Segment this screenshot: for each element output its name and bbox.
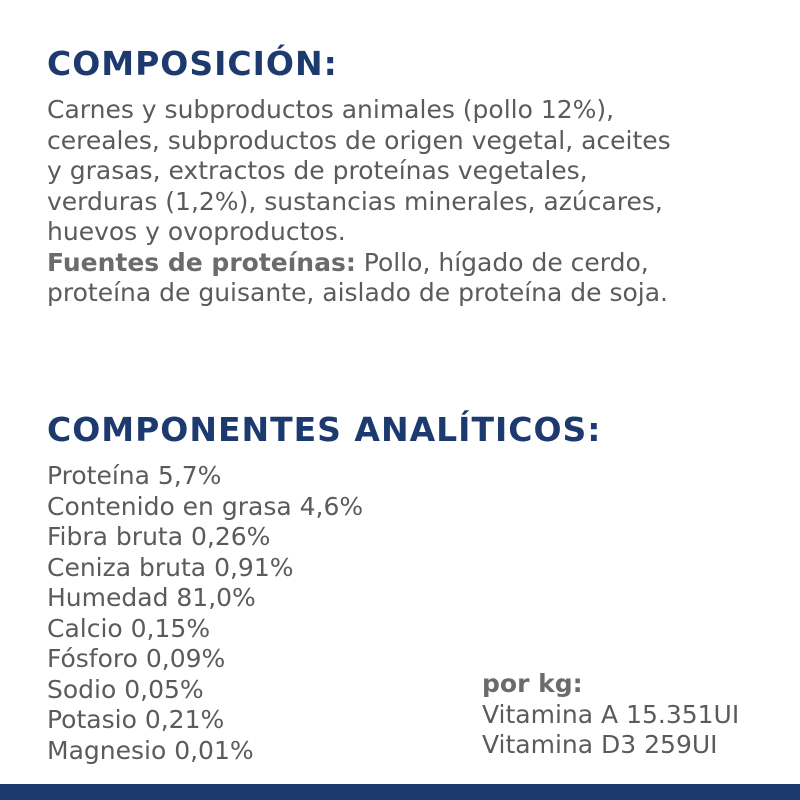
protein-sources-line bbox=[47, 248, 787, 279]
protein-sources-label: Fuentes de proteínas: bbox=[47, 247, 356, 277]
composicion-title: COMPOSICIÓN: bbox=[47, 44, 338, 83]
composicion-line: cereales, subproductos de origen vegetal, aceites bbox=[47, 125, 671, 155]
composicion-text bbox=[47, 95, 787, 309]
protein-sources-line: proteína de guisante, aislado de proteína de soja. bbox=[47, 278, 668, 307]
analytical-item-fosforo: Fósforo 0,09% bbox=[47, 644, 226, 673]
composicion-line: verduras (1,2%), sustancias minerales, azúcares, bbox=[47, 186, 663, 216]
composicion-line: y grasas, extractos de proteínas vegetales, bbox=[47, 156, 588, 185]
analytical-components-list bbox=[47, 461, 363, 766]
analytical-item-ceniza: Ceniza bruta 0,91% bbox=[47, 552, 294, 582]
per-kg-label: por kg: bbox=[482, 669, 583, 698]
analytical-item-calcio: Calcio 0,15% bbox=[47, 613, 211, 643]
per-kg-block bbox=[482, 669, 739, 761]
analytical-item-humedad: Humedad 81,0% bbox=[47, 583, 256, 612]
analytical-item-fibra: Fibra bruta 0,26% bbox=[47, 522, 271, 551]
protein-sources-text: Pollo, hígado de cerdo, bbox=[355, 247, 649, 277]
analytical-item-magnesio: Magnesio 0,01% bbox=[47, 735, 254, 765]
analytical-item-grasa: Contenido en grasa 4,6% bbox=[47, 491, 364, 521]
analytical-item-potasio: Potasio 0,21% bbox=[47, 705, 225, 734]
componentes-title: COMPONENTES ANALÍTICOS: bbox=[47, 410, 602, 449]
composicion-line: huevos y ovoproductos. bbox=[47, 217, 346, 246]
bottom-bar bbox=[0, 784, 800, 800]
vitamin-a: Vitamina A 15.351UI bbox=[482, 699, 740, 729]
composicion-line: Carnes y subproductos animales (pollo 12%), bbox=[47, 95, 615, 124]
analytical-item-proteina: Proteína 5,7% bbox=[47, 461, 222, 490]
analytical-item-sodio: Sodio 0,05% bbox=[47, 674, 204, 704]
vitamin-d3: Vitamina D3 259UI bbox=[482, 730, 718, 759]
